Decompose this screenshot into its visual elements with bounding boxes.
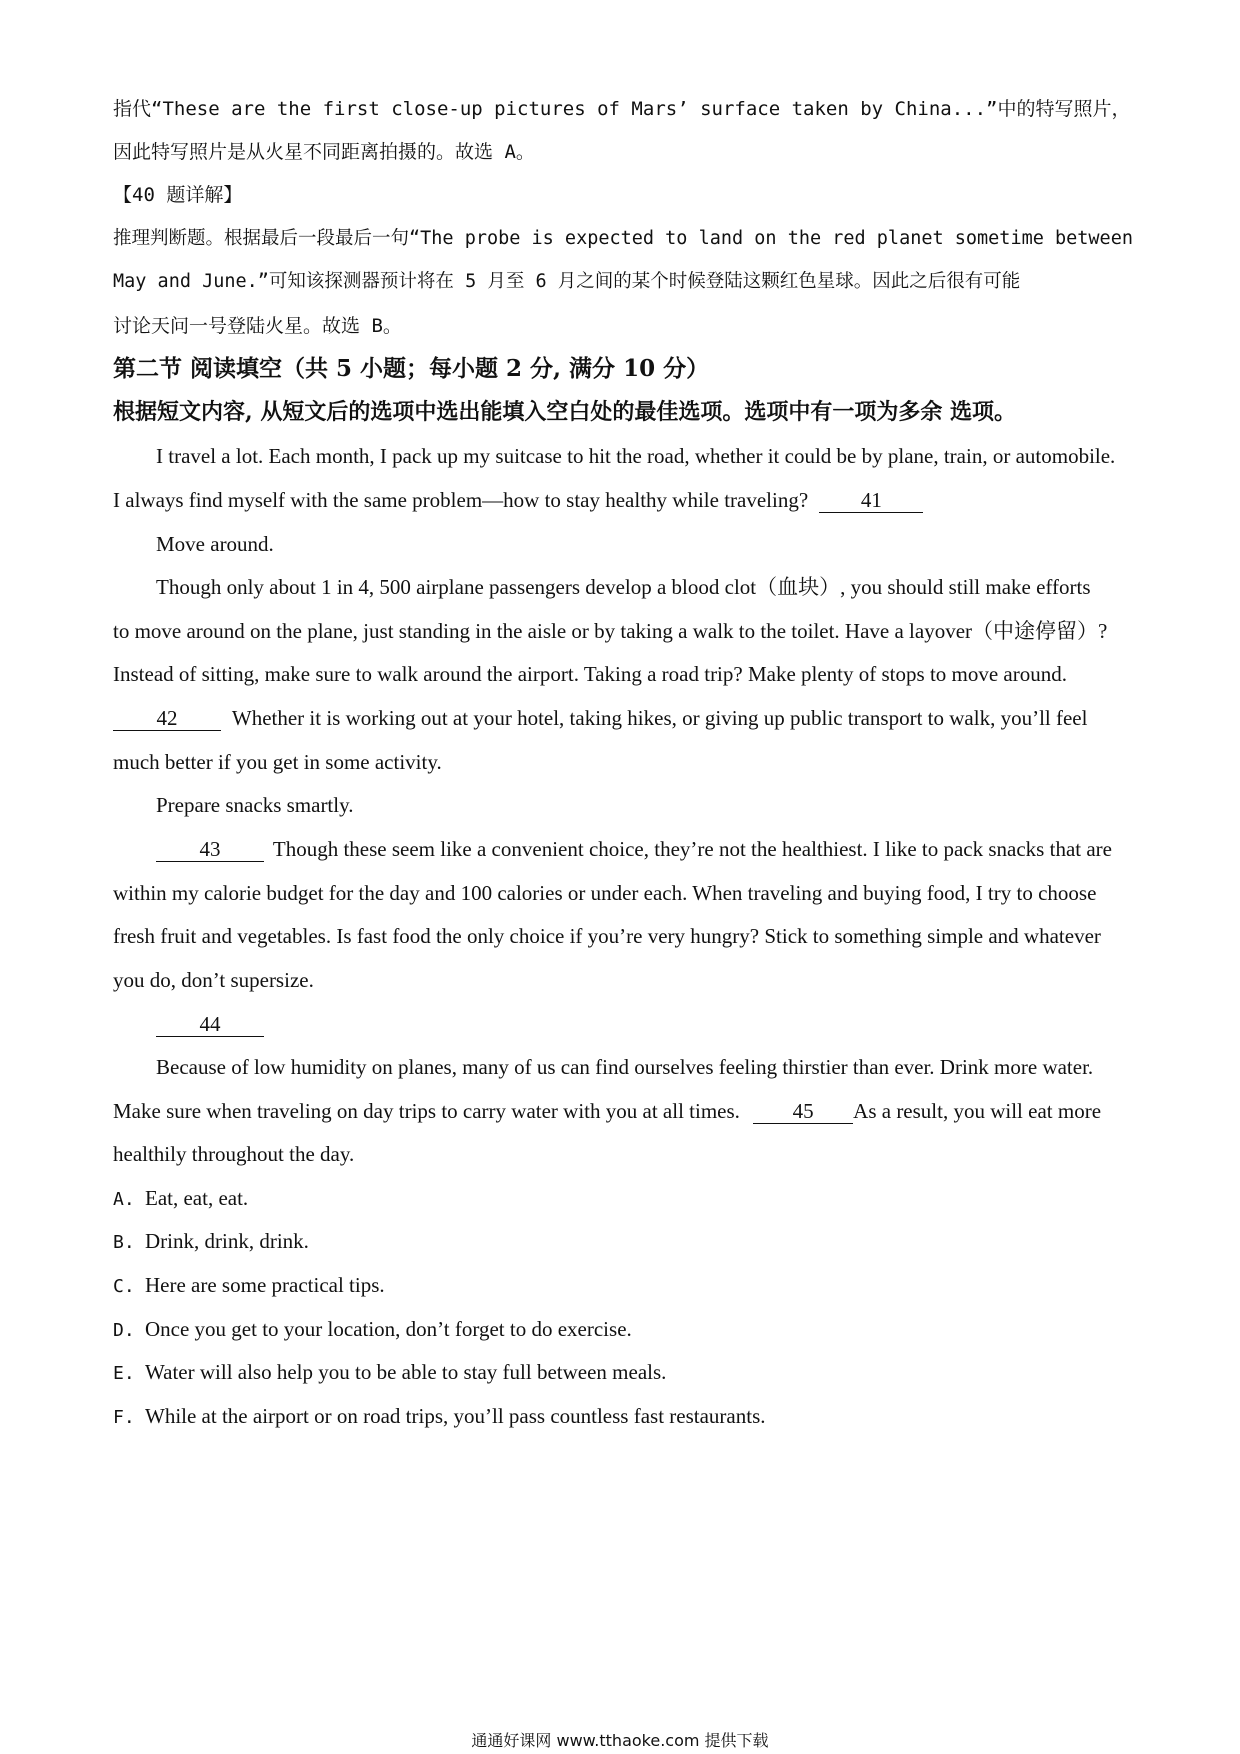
option-e-letter: E.: [113, 1363, 135, 1384]
blank-41: 41: [819, 488, 923, 513]
page-footer: 通通好课网 www.tthaoke.com 提供下载: [471, 1731, 769, 1750]
passage-blank-44-line: [156, 1010, 264, 1038]
option-b-letter: B.: [113, 1232, 135, 1253]
passage-p4-line-4: you do, don’t supersize.: [113, 968, 314, 992]
q40-line-3: 讨论天问一号登陆火星。故选 B。: [113, 315, 402, 337]
passage-p4-line-1-text: Though these seem like a convenient choice, they’re not the healthiest. I like to pack snacks that are: [272, 837, 1112, 861]
option-d-letter: D.: [113, 1320, 135, 1341]
blank-43: 43: [156, 837, 264, 862]
option-c-text: Here are some practical tips.: [145, 1273, 385, 1297]
blank-45: 45: [753, 1099, 853, 1124]
q40-line-2: May and June.”可知该探测器预计将在 5 月至 6 月之间的某个时候登陆这颗红色星球。因此之后很有可能: [113, 271, 1021, 292]
option-b: [113, 1227, 309, 1257]
heading-prepare-snacks: Prepare snacks smartly.: [156, 793, 354, 817]
passage-p5-line-2-text-b: As a result, you will eat more: [853, 1099, 1102, 1123]
option-f-letter: F.: [113, 1407, 135, 1428]
option-e: [113, 1358, 666, 1388]
option-b-text: Drink, drink, drink.: [145, 1229, 309, 1253]
passage-p1-line-2-text: I always find myself with the same problem—how to stay healthy while traveling?: [113, 488, 809, 512]
passage-p1-line-1: I travel a lot. Each month, I pack up my suitcase to hit the road, whether it could be by plane, train, or automobile.: [156, 444, 1116, 468]
blank-44: 44: [156, 1012, 264, 1037]
q40-line-1: 推理判断题。根据最后一段最后一句“The probe is expected to land on the red planet sometime between: [113, 228, 1133, 249]
passage-p1-line-2: [113, 486, 923, 514]
section-instruction: 根据短文内容, 从短文后的选项中选出能填入空白处的最佳选项。选项中有一项为多余 选项。: [113, 399, 1016, 425]
passage-p4-line-3: fresh fruit and vegetables. Is fast food the only choice if you’re very hungry? Stick to something simple and whatever: [113, 924, 1101, 948]
passage-p4-line-1: [156, 835, 1112, 863]
option-d: [113, 1315, 632, 1345]
passage-p2-line-3: Instead of sitting, make sure to walk around the airport. Taking a road trip? Make plenty of stops to move around.: [113, 662, 1067, 686]
option-c: [113, 1271, 385, 1301]
option-f: [113, 1402, 766, 1432]
q40-heading: 【40 题详解】: [113, 184, 243, 206]
option-e-text: Water will also help you to be able to stay full between meals.: [145, 1360, 667, 1384]
passage-p4-line-2: within my calorie budget for the day and 100 calories or under each. When traveling and buying food, I try to choose: [113, 881, 1097, 905]
explanation-line-1: 指代“These are the first close-up pictures of Mars’ surface taken by China...”中的特写照片，: [113, 98, 1131, 120]
section-title: 第二节 阅读填空（共 5 小题；每小题 2 分, 满分 10 分）: [113, 355, 710, 382]
passage-p2-line-2: to move around on the plane, just standing in the aisle or by taking a walk to the toilet. Have a layover（中途停留）?: [113, 619, 1108, 643]
option-f-text: While at the airport or on road trips, you’ll pass countless fast restaurants.: [145, 1404, 766, 1428]
option-d-text: Once you get to your location, don’t forget to do exercise.: [145, 1317, 632, 1341]
passage-p5-line-3: healthily throughout the day.: [113, 1142, 355, 1166]
option-a-letter: A.: [113, 1189, 135, 1210]
passage-p3-line-1-text: Whether it is working out at your hotel, taking hikes, or giving up public transport to walk, you’ll feel: [231, 706, 1088, 730]
passage-p3-line-1: [113, 704, 1087, 732]
passage-p5-line-1: Because of low humidity on planes, many of us can find ourselves feeling thirstier than ever. Drink more water.: [156, 1055, 1094, 1079]
passage-p5-line-2-text-a: Make sure when traveling on day trips to carry water with you at all times.: [113, 1099, 740, 1123]
blank-42: 42: [113, 706, 221, 731]
passage-p3-line-2: much better if you get in some activity.: [113, 750, 442, 774]
option-a: [113, 1184, 248, 1214]
passage-p2-line-1: Though only about 1 in 4, 500 airplane passengers develop a blood clot（血块）, you should still make efforts: [156, 575, 1091, 599]
option-a-text: Eat, eat, eat.: [145, 1186, 249, 1210]
passage-p5-line-2: [113, 1097, 1101, 1125]
explanation-line-2: 因此特写照片是从火星不同距离拍摄的。故选 A。: [113, 141, 535, 163]
option-c-letter: C.: [113, 1276, 135, 1297]
heading-move-around: Move around.: [156, 532, 274, 556]
